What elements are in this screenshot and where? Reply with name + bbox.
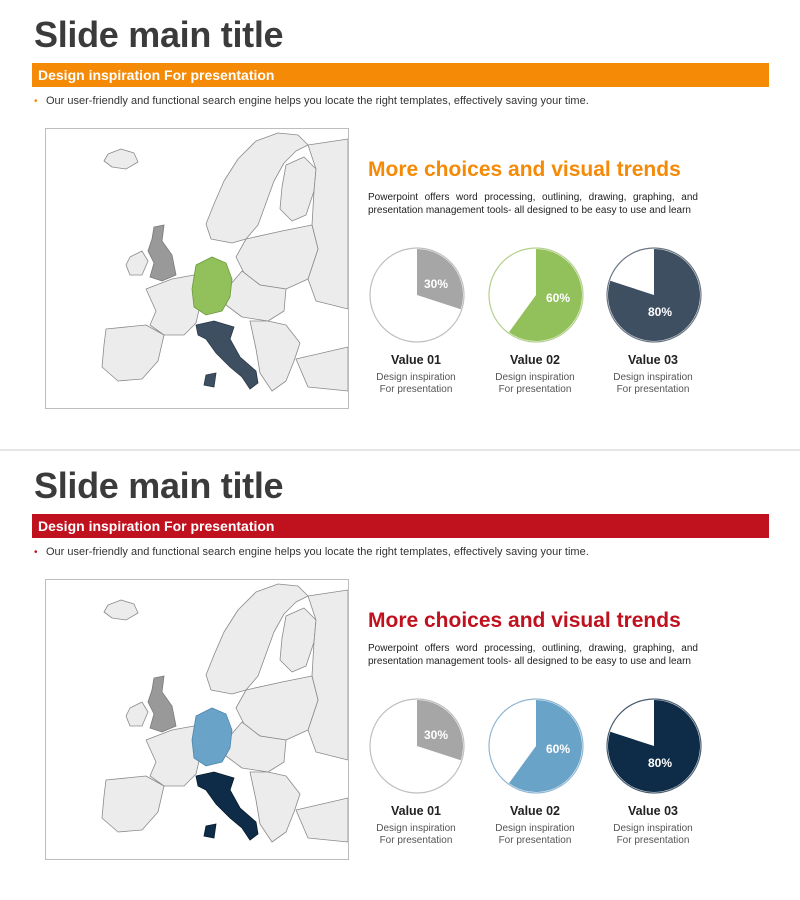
value-title-3: Value 03 [627, 353, 679, 367]
europe-map [45, 579, 349, 860]
iceland-shape [104, 600, 138, 620]
uk-shape [148, 676, 176, 732]
iberia-shape [102, 776, 164, 832]
finland-shape [280, 608, 316, 672]
bullet-text [34, 95, 589, 107]
value-desc-3: Design inspiration For presentation [613, 823, 693, 846]
description-paragraph: Powerpoint offers word processing, outlining, drawing, graphing, and presentation management tools- all designed to be easy to use and learn [368, 192, 698, 216]
pie-percent: 30% [423, 277, 449, 291]
subtitle-banner [32, 514, 769, 538]
turkey-shape [296, 798, 348, 842]
value-desc-2: Design inspiration For presentation [495, 372, 575, 395]
subtitle-banner [32, 63, 769, 87]
ireland-shape [126, 702, 148, 726]
bullet-label: Our user-friendly and functional search engine helps you locate the right templates, effectively saving your time. [46, 546, 589, 558]
europe-map [45, 128, 349, 409]
finland-shape [280, 157, 316, 221]
uk-shape [148, 225, 176, 281]
banner-text: Design inspiration For presentation [38, 67, 275, 83]
russia-shape [308, 139, 348, 309]
iceland-shape [104, 149, 138, 169]
pie-chart-3 [605, 246, 703, 344]
iberia-shape [102, 325, 164, 381]
bullet-dot-icon: • [34, 547, 38, 558]
section-heading: More choices and visual trends [368, 609, 681, 632]
pie-chart-3 [605, 697, 703, 795]
value-title-3: Value 03 [627, 804, 679, 818]
italy-shape [196, 772, 258, 840]
pie-chart-2 [487, 697, 585, 795]
slide-2 [0, 451, 800, 900]
bullet-dot-icon: • [34, 96, 38, 107]
pie-percent: 80% [647, 756, 673, 770]
pie-percent: 80% [647, 305, 673, 319]
value-title-1: Value 01 [390, 804, 442, 818]
section-heading: More choices and visual trends [368, 158, 681, 181]
pie-chart-1 [368, 697, 466, 795]
value-desc-3: Design inspiration For presentation [613, 372, 693, 395]
slide-title: Slide main title [34, 14, 284, 55]
value-title-1: Value 01 [390, 353, 442, 367]
germany-shape [192, 257, 232, 315]
germany-shape [192, 708, 232, 766]
pie-percent: 30% [423, 728, 449, 742]
pie-chart-2 [487, 246, 585, 344]
value-desc-2: Design inspiration For presentation [495, 823, 575, 846]
turkey-shape [296, 347, 348, 391]
ireland-shape [126, 251, 148, 275]
bullet-text [34, 546, 589, 558]
value-desc-1: Design inspiration For presentation [376, 372, 456, 395]
bullet-label: Our user-friendly and functional search engine helps you locate the right templates, effectively saving your time. [46, 95, 589, 107]
slide-title: Slide main title [34, 465, 284, 506]
russia-shape [308, 590, 348, 760]
pie-percent: 60% [545, 291, 571, 305]
description-paragraph: Powerpoint offers word processing, outlining, drawing, graphing, and presentation management tools- all designed to be easy to use and learn [368, 643, 698, 667]
value-title-2: Value 02 [509, 353, 561, 367]
value-title-2: Value 02 [509, 804, 561, 818]
italy-shape [196, 321, 258, 389]
pie-percent: 60% [545, 742, 571, 756]
pie-chart-1 [368, 246, 466, 344]
slide-1 [0, 0, 800, 449]
banner-text: Design inspiration For presentation [38, 518, 275, 534]
value-desc-1: Design inspiration For presentation [376, 823, 456, 846]
